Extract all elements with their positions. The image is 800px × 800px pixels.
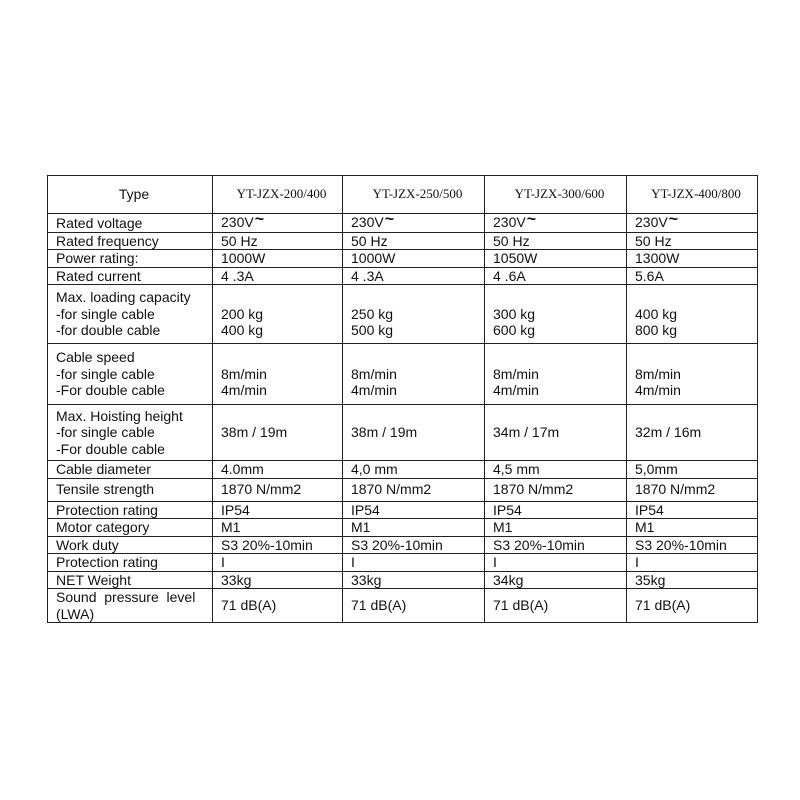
row-power-rating xyxy=(48,250,758,268)
type-header: Type xyxy=(48,176,213,214)
header-row xyxy=(48,176,758,214)
table-cell: 4 .3A xyxy=(213,267,343,285)
row-rated-current xyxy=(48,267,758,285)
row-max-loading-capacity xyxy=(48,285,758,344)
row-label: Rated voltage xyxy=(48,214,213,233)
table-cell: 200 kg 400 kg xyxy=(213,285,343,344)
rated-voltage-cell: 230V~ xyxy=(213,214,343,233)
table-cell: 8m/min 4m/min xyxy=(343,344,485,405)
row-label: Cable diameter xyxy=(48,461,213,479)
table-cell: M1 xyxy=(343,519,485,537)
row-label: Max. loading capacity -for single cable -for double cable xyxy=(48,285,213,344)
table-cell: 5,0mm xyxy=(627,461,758,479)
table-cell: S3 20%-10min xyxy=(485,536,627,554)
table-cell: IP54 xyxy=(485,501,627,519)
table-cell: 71 dB(A) xyxy=(485,589,627,623)
table-cell: M1 xyxy=(213,519,343,537)
row-label: Tensile strength xyxy=(48,478,213,501)
model-header: YT-JZX-400/800 xyxy=(627,176,758,214)
row-protection-rating xyxy=(48,554,758,572)
table-cell: I xyxy=(627,554,758,572)
table-cell: 300 kg 600 kg xyxy=(485,285,627,344)
row-label: Cable speed -for single cable -For double cable xyxy=(48,344,213,405)
table-cell: 1870 N/mm2 xyxy=(343,478,485,501)
table-cell: 71 dB(A) xyxy=(213,589,343,623)
rated-voltage-cell: 230V~ xyxy=(627,214,758,233)
table-cell: I xyxy=(213,554,343,572)
table-cell: 34m / 17m xyxy=(485,405,627,461)
table-cell: 50 Hz xyxy=(213,232,343,250)
table-cell: 8m/min 4m/min xyxy=(485,344,627,405)
table-cell: 1870 N/mm2 xyxy=(485,478,627,501)
row-label: Power rating: xyxy=(48,250,213,268)
table-cell: 1300W xyxy=(627,250,758,268)
row-protection-rating xyxy=(48,501,758,519)
table-cell: 8m/min 4m/min xyxy=(627,344,758,405)
table-cell: 4,0 mm xyxy=(343,461,485,479)
row-rated-voltage xyxy=(48,214,758,233)
table-cell: 38m / 19m xyxy=(213,405,343,461)
model-header: YT-JZX-300/600 xyxy=(485,176,627,214)
table-cell: 4 .3A xyxy=(343,267,485,285)
row-label: Protection rating xyxy=(48,554,213,572)
row-motor-category xyxy=(48,519,758,537)
row-work-duty xyxy=(48,536,758,554)
model-header: YT-JZX-200/400 xyxy=(213,176,343,214)
table-cell: M1 xyxy=(485,519,627,537)
row-label: Sound pressure level (LWA) xyxy=(48,589,213,623)
row-tensile-strength xyxy=(48,478,758,501)
table-cell: 50 Hz xyxy=(627,232,758,250)
table-cell: IP54 xyxy=(343,501,485,519)
row-label: Rated frequency xyxy=(48,232,213,250)
table-cell: 1050W xyxy=(485,250,627,268)
table-cell: 38m / 19m xyxy=(343,405,485,461)
rated-voltage-cell: 230V~ xyxy=(485,214,627,233)
table-cell: 71 dB(A) xyxy=(627,589,758,623)
row-rated-frequency xyxy=(48,232,758,250)
table-cell: 250 kg 500 kg xyxy=(343,285,485,344)
rated-voltage-cell: 230V~ xyxy=(343,214,485,233)
table-cell: 1000W xyxy=(343,250,485,268)
table-cell: 1000W xyxy=(213,250,343,268)
table-cell: IP54 xyxy=(213,501,343,519)
model-header: YT-JZX-250/500 xyxy=(343,176,485,214)
row-label: Rated current xyxy=(48,267,213,285)
table-cell: S3 20%-10min xyxy=(343,536,485,554)
table-cell: M1 xyxy=(627,519,758,537)
row-cable-diameter xyxy=(48,461,758,479)
row-cable-speed xyxy=(48,344,758,405)
table-cell: 4 .6A xyxy=(485,267,627,285)
row-label: Motor category xyxy=(48,519,213,537)
table-cell: I xyxy=(485,554,627,572)
row-label: NET Weight xyxy=(48,571,213,589)
table-cell: IP54 xyxy=(627,501,758,519)
table-cell: 50 Hz xyxy=(343,232,485,250)
spec-table xyxy=(47,175,758,623)
row-max-hoisting-height xyxy=(48,405,758,461)
table-cell: 5.6A xyxy=(627,267,758,285)
table-cell: I xyxy=(343,554,485,572)
table-cell: S3 20%-10min xyxy=(213,536,343,554)
table-cell: 33kg xyxy=(213,571,343,589)
table-cell: 35kg xyxy=(627,571,758,589)
table-cell: 400 kg 800 kg xyxy=(627,285,758,344)
table-cell: 4.0mm xyxy=(213,461,343,479)
row-label: Max. Hoisting height -for single cable -For double cable xyxy=(48,405,213,461)
table-cell: 8m/min 4m/min xyxy=(213,344,343,405)
table-cell: 50 Hz xyxy=(485,232,627,250)
table-cell: 4,5 mm xyxy=(485,461,627,479)
row-net-weight xyxy=(48,571,758,589)
table-cell: 32m / 16m xyxy=(627,405,758,461)
table-cell: S3 20%-10min xyxy=(627,536,758,554)
table-cell: 1870 N/mm2 xyxy=(213,478,343,501)
row-sound-pressure-level xyxy=(48,589,758,623)
table-cell: 34kg xyxy=(485,571,627,589)
table-cell: 1870 N/mm2 xyxy=(627,478,758,501)
table-cell: 71 dB(A) xyxy=(343,589,485,623)
row-label: Protection rating xyxy=(48,501,213,519)
table-cell: 33kg xyxy=(343,571,485,589)
row-label: Work duty xyxy=(48,536,213,554)
